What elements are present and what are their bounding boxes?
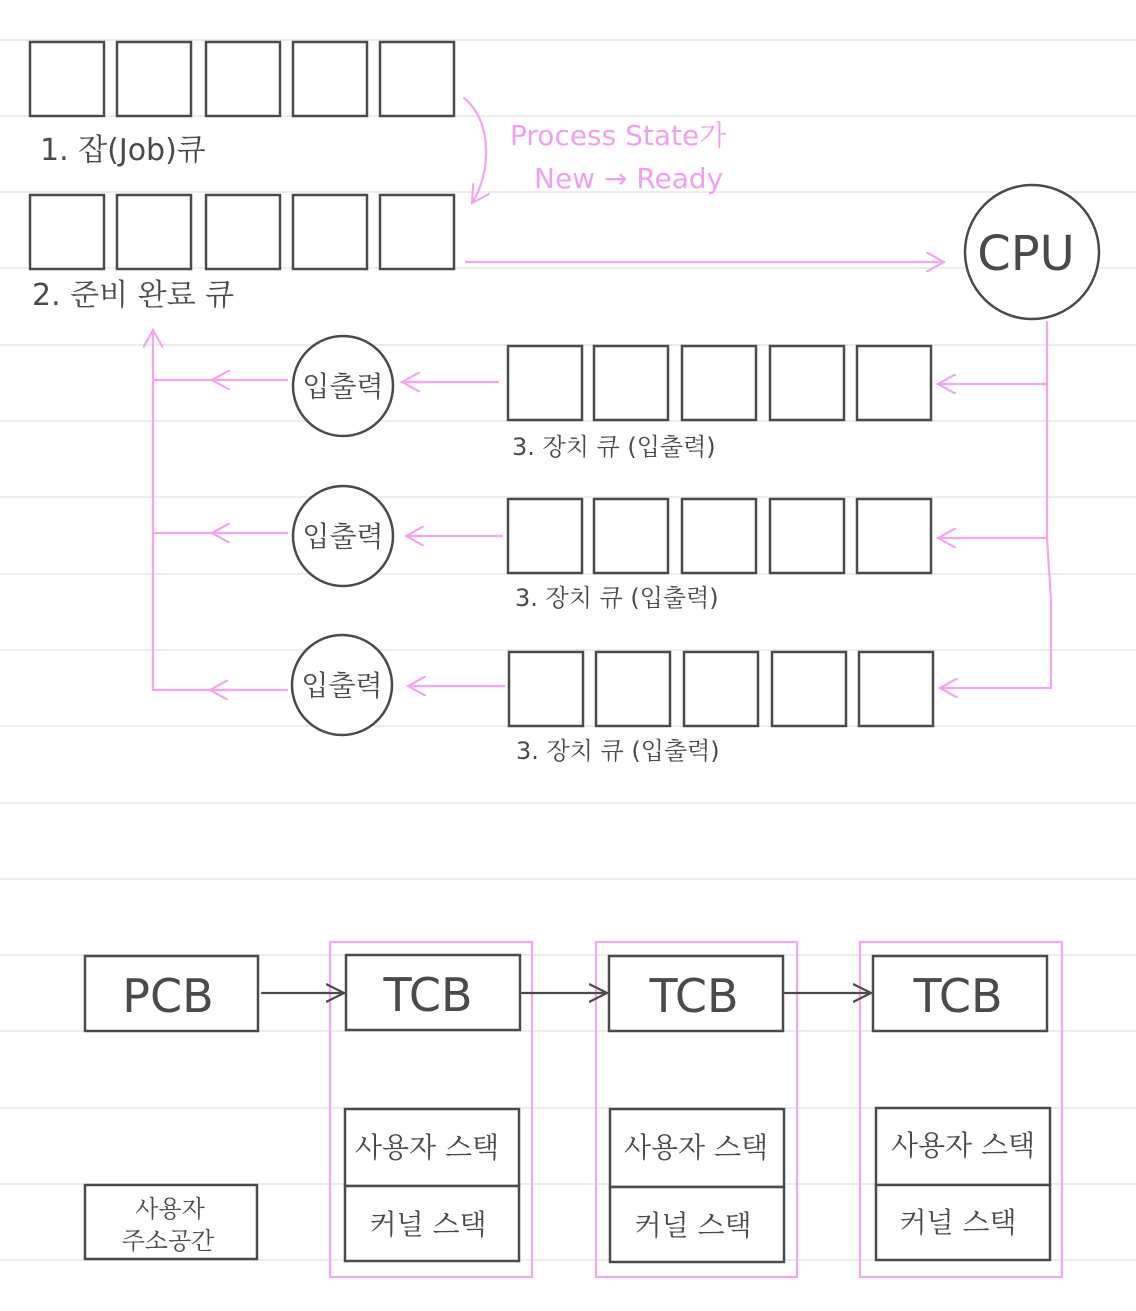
queue-slot: [508, 346, 582, 420]
annotation-line-2: New → Ready: [534, 162, 724, 195]
queue-slot: [594, 499, 668, 573]
cpu-down-line: [1047, 538, 1051, 688]
tcb-label: TCB: [383, 968, 473, 1022]
pcb-label: PCB: [122, 969, 214, 1023]
queue-slot: [293, 42, 367, 116]
queue-slot: [293, 195, 367, 269]
kernel-stack-label: 커널 스택: [369, 1208, 487, 1241]
queue-slot: [857, 499, 931, 573]
queue-slot: [508, 499, 582, 573]
queue-slot: [859, 652, 933, 726]
job-to-ready-arrow: [464, 98, 486, 203]
io-label: 입출력: [301, 669, 383, 702]
queue-slot: [772, 652, 846, 726]
queue-slot: [770, 346, 844, 420]
queue-slot: [380, 195, 454, 269]
queue-slot: [117, 42, 191, 116]
queue-slot: [117, 195, 191, 269]
annotation-line-1: Process State가: [510, 119, 727, 152]
device-queue: [508, 346, 931, 420]
user-stack-label: 사용자 스택: [623, 1131, 769, 1164]
address-space-line-2: 주소공간: [121, 1227, 215, 1255]
device-queue: [508, 499, 931, 573]
address-space-line-1: 사용자: [135, 1195, 205, 1223]
queue-slot: [206, 42, 280, 116]
tcb-label: TCB: [913, 969, 1003, 1023]
device-queue-label: 3. 장치 큐 (입출력): [512, 433, 716, 461]
user-stack-label: 사용자 스택: [354, 1131, 500, 1164]
queue-slot: [596, 652, 670, 726]
queue-slot: [770, 499, 844, 573]
job-queue: [30, 42, 454, 116]
io-label: 입출력: [302, 520, 384, 553]
queue-slot: [30, 195, 104, 269]
device-queue-label: 3. 장치 큐 (입출력): [515, 584, 719, 612]
ready-queue-label: 2. 준비 완료 큐: [32, 278, 235, 313]
io-label: 입출력: [302, 370, 384, 403]
tcb-label: TCB: [649, 969, 739, 1023]
kernel-stack-label: 커널 스택: [634, 1209, 752, 1242]
ready-queue: [30, 195, 454, 269]
queue-slot: [857, 346, 931, 420]
queue-slot: [682, 499, 756, 573]
job-queue-label: 1. 잡(Job)큐: [40, 133, 206, 168]
queue-slot: [594, 346, 668, 420]
device-queue-label: 3. 장치 큐 (입출력): [516, 737, 720, 765]
device-queue: [509, 652, 933, 726]
queue-slot: [684, 652, 758, 726]
user-stack-label: 사용자 스택: [890, 1129, 1036, 1162]
kernel-stack-label: 커널 스택: [899, 1206, 1017, 1239]
cpu-label: CPU: [977, 226, 1075, 282]
queue-slot: [509, 652, 583, 726]
queue-slot: [30, 42, 104, 116]
queue-slot: [206, 195, 280, 269]
queue-slot: [380, 42, 454, 116]
queue-slot: [682, 346, 756, 420]
